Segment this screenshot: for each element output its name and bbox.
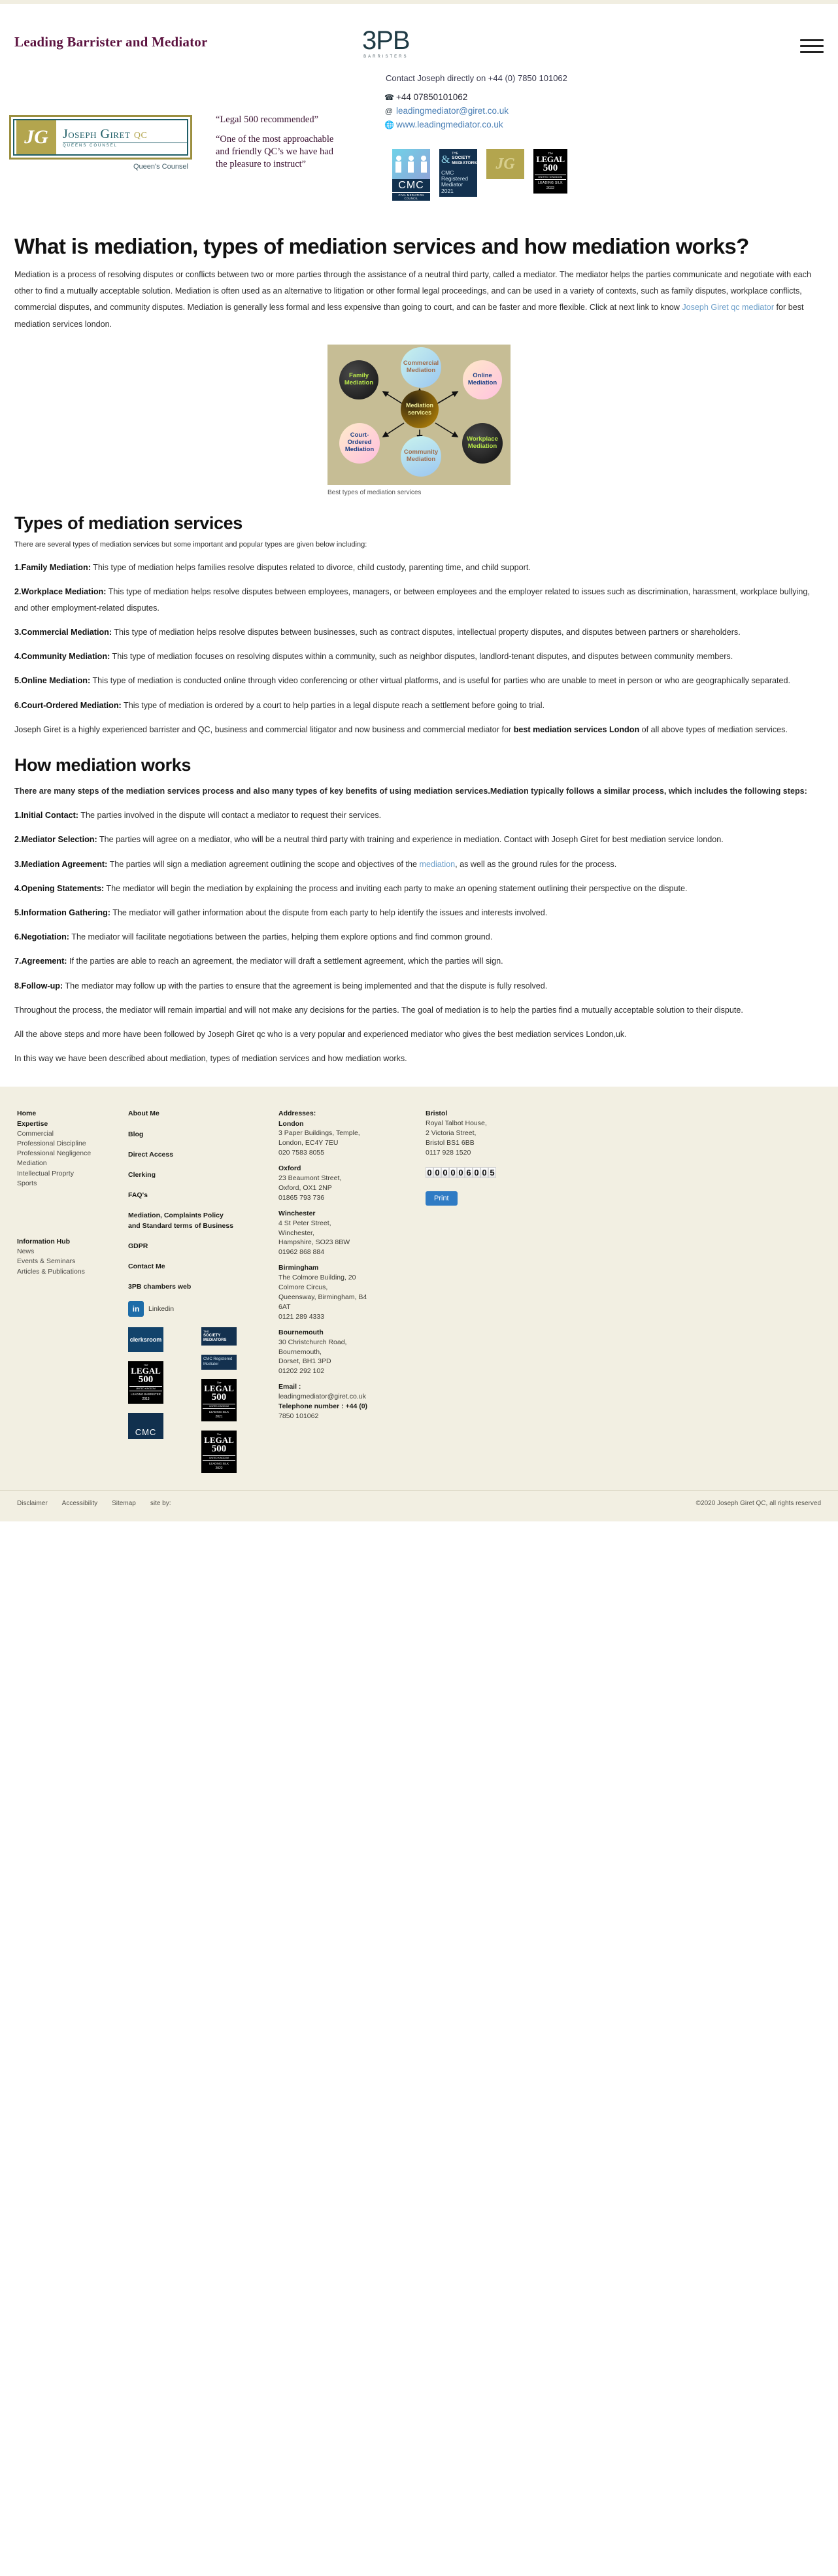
footer-link-commercial[interactable]: Commercial — [17, 1129, 54, 1138]
counter-digit-7: 0 — [473, 1167, 480, 1178]
l500-2022f-number: 500 — [211, 1443, 227, 1454]
address-birmingham-line-3: Queensway, Birmingham, B4 — [278, 1293, 367, 1302]
intro-text-b: for best mediation services london. — [14, 303, 804, 329]
l500-2021-year: 2021 — [215, 1414, 223, 1419]
step-item-7 — [14, 953, 824, 970]
footer-col-bristol — [426, 1109, 556, 1472]
step-item-4 — [14, 881, 824, 897]
badge-legal500-2013 — [128, 1361, 163, 1404]
footer-link-faqs[interactable]: FAQ's — [128, 1191, 148, 1200]
footer-email-block — [278, 1382, 426, 1421]
address-london — [278, 1119, 426, 1159]
type-3-colon: : — [109, 628, 112, 637]
footer-linkedin[interactable] — [128, 1301, 278, 1317]
l500-2021-the: The — [216, 1380, 222, 1384]
site-header — [0, 4, 838, 220]
address-birmingham-phone[interactable]: 0121 289 4333 — [278, 1312, 325, 1321]
joseph-giret-logo[interactable] — [9, 115, 192, 171]
policy-line-2: and Standard terms of Business — [128, 1221, 234, 1230]
heading-types-of-mediation: Types of mediation services — [14, 513, 243, 533]
intro-link[interactable]: Joseph Giret qc mediator — [682, 303, 775, 313]
society-line1: SOCIETY — [452, 156, 471, 161]
soc-footer-line2: MEDIATORS — [203, 1338, 227, 1343]
address-bournemouth-city: Bournemouth — [278, 1328, 324, 1336]
badge-cmc — [392, 149, 430, 201]
type-1-text: This type of mediation helps families resolve disputes related to divorce, child custody, parenting time, and child support. — [90, 562, 531, 572]
footer-link-blog[interactable]: Blog — [128, 1130, 144, 1138]
badge-legal500-2021 — [201, 1379, 237, 1421]
type-4-text: This type of mediation focuses on resolving disputes within a community, such as neighbor disputes, landlord-tenant disputes, and disputes between community members. — [110, 652, 733, 662]
visitor-counter — [426, 1167, 556, 1178]
brand-logo-text: 3PB — [362, 26, 410, 55]
contact-details — [384, 91, 509, 132]
address-birmingham-line-4: 6AT — [278, 1302, 291, 1311]
address-bristol-line-3: Bristol BS1 6BB — [426, 1139, 475, 1147]
logo-name-iret: IRET — [110, 130, 131, 140]
footer-link-sports[interactable]: Sports — [17, 1179, 37, 1187]
step-7-text: If the parties are able to reach an agreement, the mediator will draft a settlement agreement, which the parties will sign. — [67, 957, 503, 966]
diagram-node-community: Community Mediation — [401, 436, 441, 477]
footer-link-gdpr[interactable]: GDPR — [128, 1242, 148, 1250]
logo-wordmark — [63, 127, 187, 148]
step-5-text: The mediator will gather information about the dispute from each party to help identify the issues and interests involved. — [110, 907, 548, 917]
address-winchester-phone[interactable]: 01962 868 884 — [278, 1248, 325, 1257]
counter-digit-8: 0 — [480, 1167, 488, 1178]
linkedin-label: Linkedin — [148, 1305, 175, 1313]
footer-link-accessibility[interactable]: Accessibility — [61, 1499, 98, 1507]
cmc-fullname: CIVIL MEDIATION COUNCIL — [392, 192, 430, 200]
address-oxford-line-1: 23 Beaumont Street, — [278, 1174, 342, 1183]
l500-2021-number: 500 — [211, 1391, 227, 1402]
type-4-term: Community Mediation — [21, 652, 108, 662]
counter-digit-1: 0 — [426, 1167, 433, 1178]
step-3-text-a: The parties will sign a mediation agreement outlining the scope and objectives of the — [107, 859, 420, 869]
type-5-num: 5. — [14, 676, 22, 686]
contact-line: Contact Joseph directly on +44 (0) 7850 101062 — [386, 73, 567, 83]
type-item-3 — [14, 624, 824, 641]
types-outro-bold: best mediation services London — [513, 724, 640, 734]
cmc-label — [392, 179, 430, 201]
article-heading: What is mediation, types of mediation services and how mediation works? — [14, 234, 749, 258]
l500-2022f-uk: UNITED KINGDOM — [203, 1455, 235, 1461]
legal500-the: The — [548, 152, 553, 155]
l500-2013-year: 2013 — [142, 1397, 150, 1402]
type-5-colon: : — [87, 676, 91, 686]
closing-paragraph-1: Throughout the process, the mediator will remain impartial and will not make any decisions for the parties. The goal of mediation is to help the parties find a mutually acceptable solution to their dispute. — [14, 1005, 743, 1015]
contact-website[interactable]: www.leadingmediator.co.uk — [396, 119, 503, 129]
l500-2022f-legal: LEGAL — [204, 1434, 234, 1445]
diagram-node-commercial: Commercial Mediation — [401, 347, 441, 388]
type-item-2 — [14, 584, 824, 617]
types-outro-a: Joseph Giret is a highly experienced barrister and QC, business and commercial litigator and now business and commercial mediator for — [14, 724, 514, 734]
address-oxford-line-2: Oxford, OX1 2NP — [278, 1183, 332, 1192]
step-item-3 — [14, 856, 824, 873]
contact-phone-row[interactable] — [384, 91, 509, 105]
society-text — [452, 152, 477, 167]
type-item-4 — [14, 649, 824, 665]
l500-2021-uk: UNITED KINGDOM — [203, 1404, 235, 1409]
type-1-num: 1. — [14, 562, 22, 572]
legal500-status: LEADING SILK — [538, 181, 563, 185]
type-5-term: Online Mediation — [21, 676, 88, 686]
footer-link-site-by[interactable]: site by: — [150, 1499, 171, 1507]
counter-digit-6: 6 — [465, 1167, 473, 1178]
step-4-term: Opening Statements: — [21, 883, 105, 893]
counter-digit-2: 0 — [433, 1167, 441, 1178]
step-3-term: Mediation Agreement: — [21, 859, 108, 869]
print-button[interactable]: Print — [426, 1191, 458, 1206]
addresses-title: Addresses: — [278, 1110, 316, 1118]
badge-legal500-2022 — [533, 149, 567, 194]
l500-2022f-the: The — [216, 1432, 222, 1436]
article-body — [0, 234, 838, 1067]
footer-link-direct-access[interactable]: Direct Access — [128, 1150, 174, 1159]
step-6-term: Negotiation: — [21, 932, 69, 942]
type-2-colon: : — [103, 586, 107, 596]
contact-email-row[interactable] — [384, 105, 509, 118]
intro-text-a: Mediation is a process of resolving disputes or conflicts between two or more parties through the assistance of a neutral third party, called a mediator. The mediator helps the parties communicate and negotiate with each other to find a mutually acceptable solution. Mediation is often used as an alternative to litigation or other formal legal proceedings, and can be used in a variety of contexts, such as family disputes, workplace conflicts, commercial disputes, and community disputes. Mediation is generally less formal and less expensive than going to court, and can be faster and more flexible. Click at next link to know — [14, 270, 811, 313]
type-6-term: Court-Ordered Mediation — [21, 700, 119, 710]
globe-icon: 🌐 — [384, 120, 394, 129]
counter-digit-4: 0 — [449, 1167, 457, 1178]
address-london-line-2: London, EC4Y 7EU — [278, 1139, 339, 1147]
step-3-num: 3. — [14, 859, 22, 869]
l500-2022f-year: 2022 — [215, 1466, 223, 1470]
footer-copyright: ©2020 Joseph Giret QC, all rights reserved — [696, 1499, 821, 1507]
types-outro-b: of all above types of mediation services. — [639, 724, 788, 734]
address-birmingham-city: Birmingham — [278, 1264, 319, 1272]
step-7-term: Agreement: — [21, 957, 67, 966]
badge-jg-monogram: JG — [486, 149, 524, 179]
step-2-text: The parties will agree on a mediator, who will be a neutral third party with training and experience in mediation. Contact with Joseph Giret for best mediation service london. — [97, 835, 724, 845]
counter-digit-9: 5 — [488, 1167, 496, 1178]
type-3-term: Commercial Mediation — [21, 628, 109, 637]
step-4-text: The mediator will begin the mediation by explaining the process and inviting each party to make an opening statement outlining their perspective on the dispute. — [104, 883, 688, 893]
l500-2021-legal: LEGAL — [204, 1383, 234, 1393]
address-birmingham-line-1: The Colmore Building, 20 — [278, 1274, 356, 1282]
footer-link-articles-publications[interactable]: Articles & Publications — [17, 1267, 85, 1276]
diagram-node-workplace: Workplace Mediation — [462, 423, 503, 464]
footer-telephone-label: Telephone number : +44 (0) — [278, 1402, 368, 1411]
footer-badge-col-1 — [128, 1327, 163, 1472]
l500-2013-number: 500 — [138, 1374, 154, 1385]
badge-cmc-registered-footer: CMC Registered Mediator — [201, 1355, 237, 1369]
types-outro — [14, 722, 824, 738]
address-oxford — [278, 1164, 426, 1203]
footer-link-events-seminars[interactable]: Events & Seminars — [17, 1257, 76, 1266]
step-1-text: The parties involved in the dispute will contact a mediator to request their services. — [78, 811, 382, 821]
address-london-line-1: 3 Paper Buildings, Temple, — [278, 1129, 360, 1138]
legal500-legal: LEGAL — [536, 154, 565, 164]
society-the: THE — [452, 152, 459, 156]
society-symbol-icon: & — [441, 152, 450, 165]
address-oxford-city: Oxford — [278, 1164, 301, 1173]
footer-link-about-me[interactable]: About Me — [128, 1110, 159, 1118]
footer-link-home[interactable]: Home — [17, 1110, 37, 1118]
step-1-term: Initial Contact: — [21, 811, 78, 821]
logo-name-oseph: OSEPH — [68, 130, 97, 140]
step-6-text: The mediator will facilitate negotiations between the parties, helping them explore options and find common ground. — [69, 932, 493, 942]
step-6-num: 6. — [14, 932, 22, 942]
step-3-text-b: , as well as the ground rules for the process. — [455, 859, 617, 869]
email-icon: @ — [384, 107, 394, 116]
hamburger-menu-icon[interactable] — [800, 35, 824, 57]
l500-2013-status: LEADING BARRISTER — [131, 1393, 161, 1397]
accreditation-badges — [392, 149, 567, 201]
address-winchester-line-2: Winchester, — [278, 1229, 314, 1237]
l500-2013-the: The — [143, 1363, 148, 1367]
type-2-num: 2. — [14, 586, 22, 596]
footer-col-addresses — [278, 1109, 426, 1472]
society-line2: MEDIATORS — [452, 161, 477, 166]
type-6-text: This type of mediation is ordered by a court to help parties in a legal dispute reach a settlement before going to trial. — [121, 700, 545, 710]
step-item-2 — [14, 832, 824, 848]
step-item-1 — [14, 807, 824, 824]
footer-bar-links — [17, 1500, 171, 1507]
logo-name-g: G — [100, 127, 110, 141]
logo-qc: QC — [133, 131, 148, 141]
legal500-uk: UNITED KINGDOM — [535, 175, 566, 180]
type-3-text: This type of mediation helps resolve disputes between businesses, such as contract disputes, intellectual property disputes, and disputes between partners or shareholders. — [112, 628, 741, 637]
counter-digit-3: 0 — [441, 1167, 449, 1178]
type-item-1 — [14, 560, 824, 576]
logo-name — [63, 127, 187, 142]
closing-paragraph-3: In this way we have been described about mediation, types of mediation services and how mediation works. — [14, 1054, 407, 1064]
footer-link-intellectual-property[interactable]: Intellectual Proprty — [17, 1169, 74, 1178]
brand-logo-subtext: BARRISTERS — [363, 55, 409, 59]
step-1-num: 1. — [14, 811, 22, 821]
type-2-term: Workplace Mediation — [21, 586, 104, 596]
step-5-term: Information Gathering: — [21, 907, 110, 917]
l500-2022f-status: LEADING SILK — [209, 1461, 229, 1465]
badge-clerksroom: clerksroom — [128, 1327, 163, 1352]
step-2-term: Mediator Selection: — [21, 835, 97, 845]
footer-email-label: Email : — [278, 1383, 301, 1391]
footer-telephone-value[interactable]: 7850 101062 — [278, 1412, 319, 1421]
footer-link-professional-negligence[interactable]: Professional Negligence — [17, 1149, 92, 1158]
type-3-num: 3. — [14, 628, 22, 637]
address-oxford-phone[interactable]: 01865 793 736 — [278, 1193, 325, 1202]
phone-icon: ☎ — [384, 93, 394, 103]
address-winchester-line-1: 4 St Peter Street, — [278, 1219, 331, 1227]
address-winchester-line-3: Hampshire, SO23 8BW — [278, 1238, 350, 1247]
brand-logo-3pb[interactable] — [362, 27, 410, 59]
legal500-year: 2022 — [546, 186, 555, 190]
cmc-footer-label: CMC — [128, 1427, 163, 1439]
step-3-link[interactable]: mediation — [419, 859, 456, 869]
diagram-figure — [14, 345, 824, 496]
linkedin-icon: in — [128, 1301, 144, 1317]
type-6-num: 6. — [14, 700, 22, 710]
address-bristol-city: Bristol — [426, 1110, 448, 1118]
address-bournemouth — [278, 1328, 426, 1377]
type-6-colon: : — [118, 700, 122, 710]
footer-badge-col-2 — [201, 1327, 237, 1472]
step-item-6 — [14, 929, 824, 945]
contact-website-row[interactable] — [384, 118, 509, 132]
step-item-8 — [14, 978, 824, 994]
address-bristol — [426, 1109, 556, 1158]
type-item-6 — [14, 698, 824, 714]
footer-link-professional-discipline[interactable]: Professional Discipline — [17, 1139, 86, 1147]
badge-society-of-mediators — [439, 149, 477, 197]
type-item-5 — [14, 673, 824, 689]
diagram-node-family: Family Mediation — [339, 360, 378, 399]
footer-badges — [128, 1327, 278, 1472]
step-8-term: Follow-up: — [21, 981, 63, 991]
address-birmingham — [278, 1263, 426, 1321]
step-8-text: The mediator may follow up with the parties to ensure that the agreement is being implemented and that the dispute is fully resolved. — [63, 981, 548, 991]
address-london-city: London — [278, 1119, 304, 1128]
step-2-num: 2. — [14, 835, 22, 845]
type-2-text: This type of mediation helps resolve disputes between employees, managers, or between employees and the employer related to issues such as discrimination, harassment, workplace bullying, and other employment-related disputes. — [14, 586, 810, 613]
diagram-node-center: Mediation services — [401, 390, 439, 428]
quote-2: “One of the most approachable and friendly QC’s we have had the pleasure to instruct” — [216, 134, 334, 170]
quote-1: “Legal 500 recommended” — [216, 114, 319, 125]
counter-digit-5: 0 — [457, 1167, 465, 1178]
address-birmingham-line-2: Colmore Circus, — [278, 1283, 328, 1292]
cmc-acronym: CMC — [398, 180, 424, 191]
contact-phone: +44 07850101062 — [396, 92, 468, 102]
legal500-number: 500 — [543, 163, 558, 173]
closing-paragraph-2: All the above steps and more have been followed by Joseph Giret qc who is a very popular and experienced mediator who gives the best mediation services London,uk. — [14, 1029, 627, 1039]
step-7-num: 7. — [14, 957, 22, 966]
address-london-phone[interactable]: 020 7583 8055 — [278, 1149, 325, 1157]
step-5-num: 5. — [14, 907, 22, 917]
intro-paragraph — [14, 267, 824, 333]
soc-footer-line1: SOCIETY — [203, 1333, 221, 1338]
type-5-text: This type of mediation is conducted online through video conferencing or other virtual platforms, and is useful for parties who are unable to meet in person or who are geographically separated. — [90, 676, 791, 686]
heading-how-mediation-works: How mediation works — [14, 755, 191, 775]
logo-inner — [13, 119, 188, 156]
footer-link-mediation-policy[interactable] — [128, 1211, 278, 1230]
badge-cmc-footer — [128, 1413, 163, 1439]
footer-bar — [0, 1490, 838, 1515]
badge-society-footer — [201, 1327, 237, 1346]
page-title: Leading Barrister and Mediator — [14, 34, 208, 50]
how-lead-text: There are many steps of the mediation services process and also many types of key benefits of using mediation services.Mediation typically follows a similar process, which includes the following steps: — [14, 787, 807, 796]
footer-email-value[interactable]: leadingmediator@giret.co.uk — [278, 1393, 366, 1401]
address-bournemouth-line-1: 30 Christchurch Road, — [278, 1338, 347, 1346]
types-lead-text: There are several types of mediation services but some important and popular types are given below including: — [14, 540, 367, 549]
footer-col-navigation — [17, 1109, 128, 1472]
footer-col-about — [128, 1109, 278, 1472]
jg-monogram: JG — [16, 120, 56, 154]
address-winchester — [278, 1209, 426, 1258]
address-bristol-line-1: Royal Talbot House, — [426, 1119, 487, 1128]
step-4-num: 4. — [14, 883, 22, 893]
diagram-node-online: Online Mediation — [463, 360, 502, 399]
contact-email[interactable]: leadingmediator@giret.co.uk — [396, 105, 509, 116]
type-4-num: 4. — [14, 652, 22, 662]
type-1-colon: : — [88, 562, 91, 572]
footer-link-sitemap[interactable]: Sitemap — [112, 1499, 136, 1507]
type-1-term: Family Mediation — [21, 562, 88, 572]
mediation-types-diagram — [327, 345, 511, 485]
diagram-node-court-ordered: Court-Ordered Mediation — [339, 423, 380, 464]
type-4-colon: : — [107, 652, 110, 662]
footer-link-3pb-chambers[interactable]: 3PB chambers web — [128, 1283, 192, 1291]
logo-queens-counsel: QUEENS COUNSEL — [63, 144, 118, 148]
address-bournemouth-line-3: Dorset, BH1 3PD — [278, 1357, 331, 1366]
footer-link-clerking[interactable]: Clerking — [128, 1170, 156, 1179]
address-winchester-city: Winchester — [278, 1209, 316, 1217]
footer-link-news[interactable]: News — [17, 1247, 35, 1256]
society-cmc-registered: CMC Registered Mediator 2021 — [441, 169, 469, 194]
address-bournemouth-phone[interactable]: 01202 292 102 — [278, 1367, 325, 1376]
footer-link-mediation[interactable]: Mediation — [17, 1159, 47, 1168]
footer-heading-expertise[interactable]: Expertise — [17, 1119, 48, 1128]
address-bristol-line-2: 2 Victoria Street, — [426, 1129, 477, 1138]
l500-2013-uk: UNITED KINGDOM — [129, 1386, 162, 1391]
soc-footer-the: THE — [203, 1330, 210, 1334]
footer-link-disclaimer[interactable]: Disclaimer — [17, 1499, 48, 1507]
step-item-5 — [14, 905, 824, 921]
policy-line-1: Mediation, Complaints Policy — [128, 1212, 224, 1220]
footer-heading-information-hub[interactable]: Information Hub — [17, 1238, 71, 1246]
address-bournemouth-line-2: Bournemouth, — [278, 1347, 322, 1356]
footer-link-contact-me[interactable]: Contact Me — [128, 1263, 165, 1271]
l500-2021-status: LEADING SILK — [209, 1410, 229, 1414]
address-bristol-phone[interactable]: 0117 928 1520 — [426, 1148, 471, 1157]
logo-name-j: J — [63, 127, 69, 141]
l500-2013-legal: LEGAL — [131, 1366, 161, 1376]
step-8-num: 8. — [14, 981, 22, 991]
testimonial-quotes — [216, 114, 343, 171]
badge-legal500-2022-footer — [201, 1431, 237, 1473]
logo-caption: Queen's Counsel — [133, 163, 188, 171]
logo-frame — [9, 115, 192, 160]
figure-caption: Best types of mediation services — [327, 488, 422, 496]
footer-columns — [0, 1109, 838, 1472]
cmc-figures-image — [392, 149, 430, 179]
site-footer — [0, 1087, 838, 1521]
